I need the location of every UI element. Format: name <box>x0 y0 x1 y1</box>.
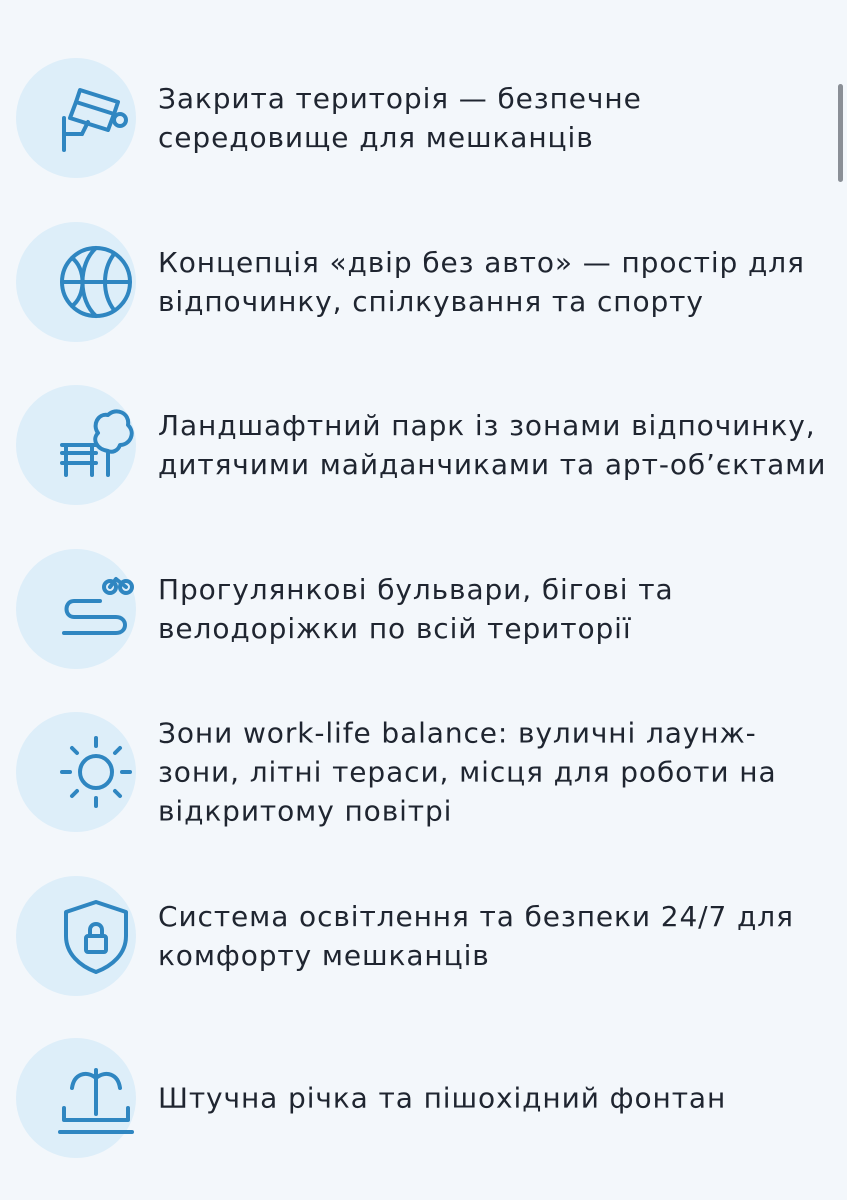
icon-badge <box>16 549 136 669</box>
icon-badge <box>16 1038 136 1158</box>
list-item <box>16 549 836 669</box>
shield-lock-icon <box>56 896 136 976</box>
icon-badge <box>16 222 136 342</box>
list-item <box>16 1038 836 1158</box>
feature-text: Закрита територія — безпечне середовище для мешканців <box>158 82 642 154</box>
list-item <box>16 58 836 178</box>
basketball-icon <box>56 242 136 322</box>
feature-text: Штучна річка та пішохідний фонтан <box>158 1081 727 1115</box>
icon-badge <box>16 385 136 505</box>
icon-badge <box>16 712 136 832</box>
bike-path-icon <box>56 569 136 649</box>
list-item <box>16 385 836 505</box>
icon-badge <box>16 876 136 996</box>
list-item <box>16 876 836 996</box>
park-bench-tree-icon <box>56 405 136 485</box>
feature-text: Система освітлення та безпеки 24/7 для комфорту мешканців <box>158 900 794 972</box>
feature-text: Концепція «двір без авто» — простір для відпочинку, спілкування та спорту <box>158 246 805 318</box>
security-camera-icon <box>56 78 136 158</box>
fountain-icon <box>56 1058 136 1138</box>
scrollbar[interactable] <box>838 84 843 182</box>
icon-badge <box>16 58 136 178</box>
list-item <box>16 222 836 342</box>
feature-text: Зони work-life balance: вуличні лаунж-зони, літні тераси, місця для роботи на відкритому повітрі <box>158 716 777 828</box>
feature-text: Прогулянкові бульвари, бігові та велодоріжки по всій території <box>158 573 674 645</box>
list-item <box>16 712 836 832</box>
sun-icon <box>56 732 136 812</box>
feature-text: Ландшафтний парк із зонами відпочинку, дитячими майданчиками та арт-об’єктами <box>158 409 827 481</box>
